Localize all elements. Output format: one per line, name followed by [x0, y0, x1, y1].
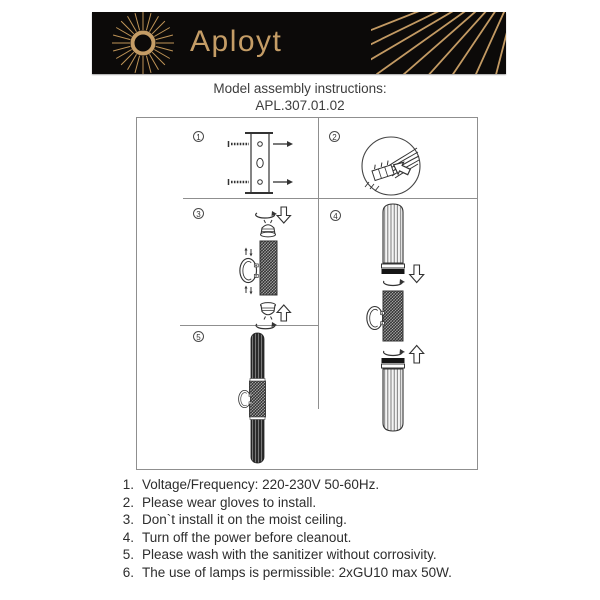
step-3-badge: 3 — [193, 208, 204, 219]
instruction-text: The use of lamps is permissible: 2xGU10 max 50W. — [142, 564, 452, 580]
mounting-bracket-diagram — [223, 126, 311, 206]
instruction-text: Voltage/Frequency: 220-230V 50-60Hz. — [142, 477, 380, 492]
step-1-badge: 1 — [193, 131, 204, 142]
decorative-rays-icon — [371, 12, 506, 74]
wiring-detail-diagram — [355, 134, 427, 200]
step-5-badge: 5 — [193, 331, 204, 342]
instruction-item-6 — [112, 564, 532, 582]
instruction-item-4 — [112, 529, 532, 547]
instruction-text: Please wear gloves to install. — [142, 494, 317, 510]
instruction-list — [112, 476, 532, 581]
sunburst-logo-icon — [108, 12, 178, 74]
brand-banner — [92, 12, 506, 74]
assembly-diagram — [136, 117, 478, 470]
instruction-text: Don`t install it on the moist ceiling. — [142, 512, 347, 527]
instruction-text: Turn off the power before cleanout. — [142, 529, 352, 545]
instruction-text: Please wash with the sanitizer without corrosivity. — [142, 547, 437, 562]
instruction-number: 5. — [122, 547, 134, 562]
page-title — [0, 80, 600, 114]
bulb-installation-diagram — [229, 204, 321, 342]
instruction-number: 6. — [122, 564, 134, 580]
title-heading: Model assembly instructions: — [213, 81, 387, 96]
instruction-item-3 — [112, 511, 532, 529]
instruction-item-2 — [112, 494, 532, 512]
instruction-number: 3. — [122, 512, 134, 527]
instruction-item-5 — [112, 546, 532, 564]
instruction-number: 4. — [122, 529, 134, 545]
instruction-number: 1. — [122, 477, 134, 492]
instruction-item-1 — [112, 476, 532, 494]
model-number: APL.307.01.02 — [255, 98, 345, 113]
step-4-badge: 4 — [330, 210, 341, 221]
step-2-badge: 2 — [329, 131, 340, 142]
instruction-number: 2. — [122, 494, 134, 510]
shade-assembly-diagram — [361, 201, 475, 463]
brand-name: Aployt — [190, 25, 283, 58]
finished-fixture-diagram — [233, 324, 317, 466]
